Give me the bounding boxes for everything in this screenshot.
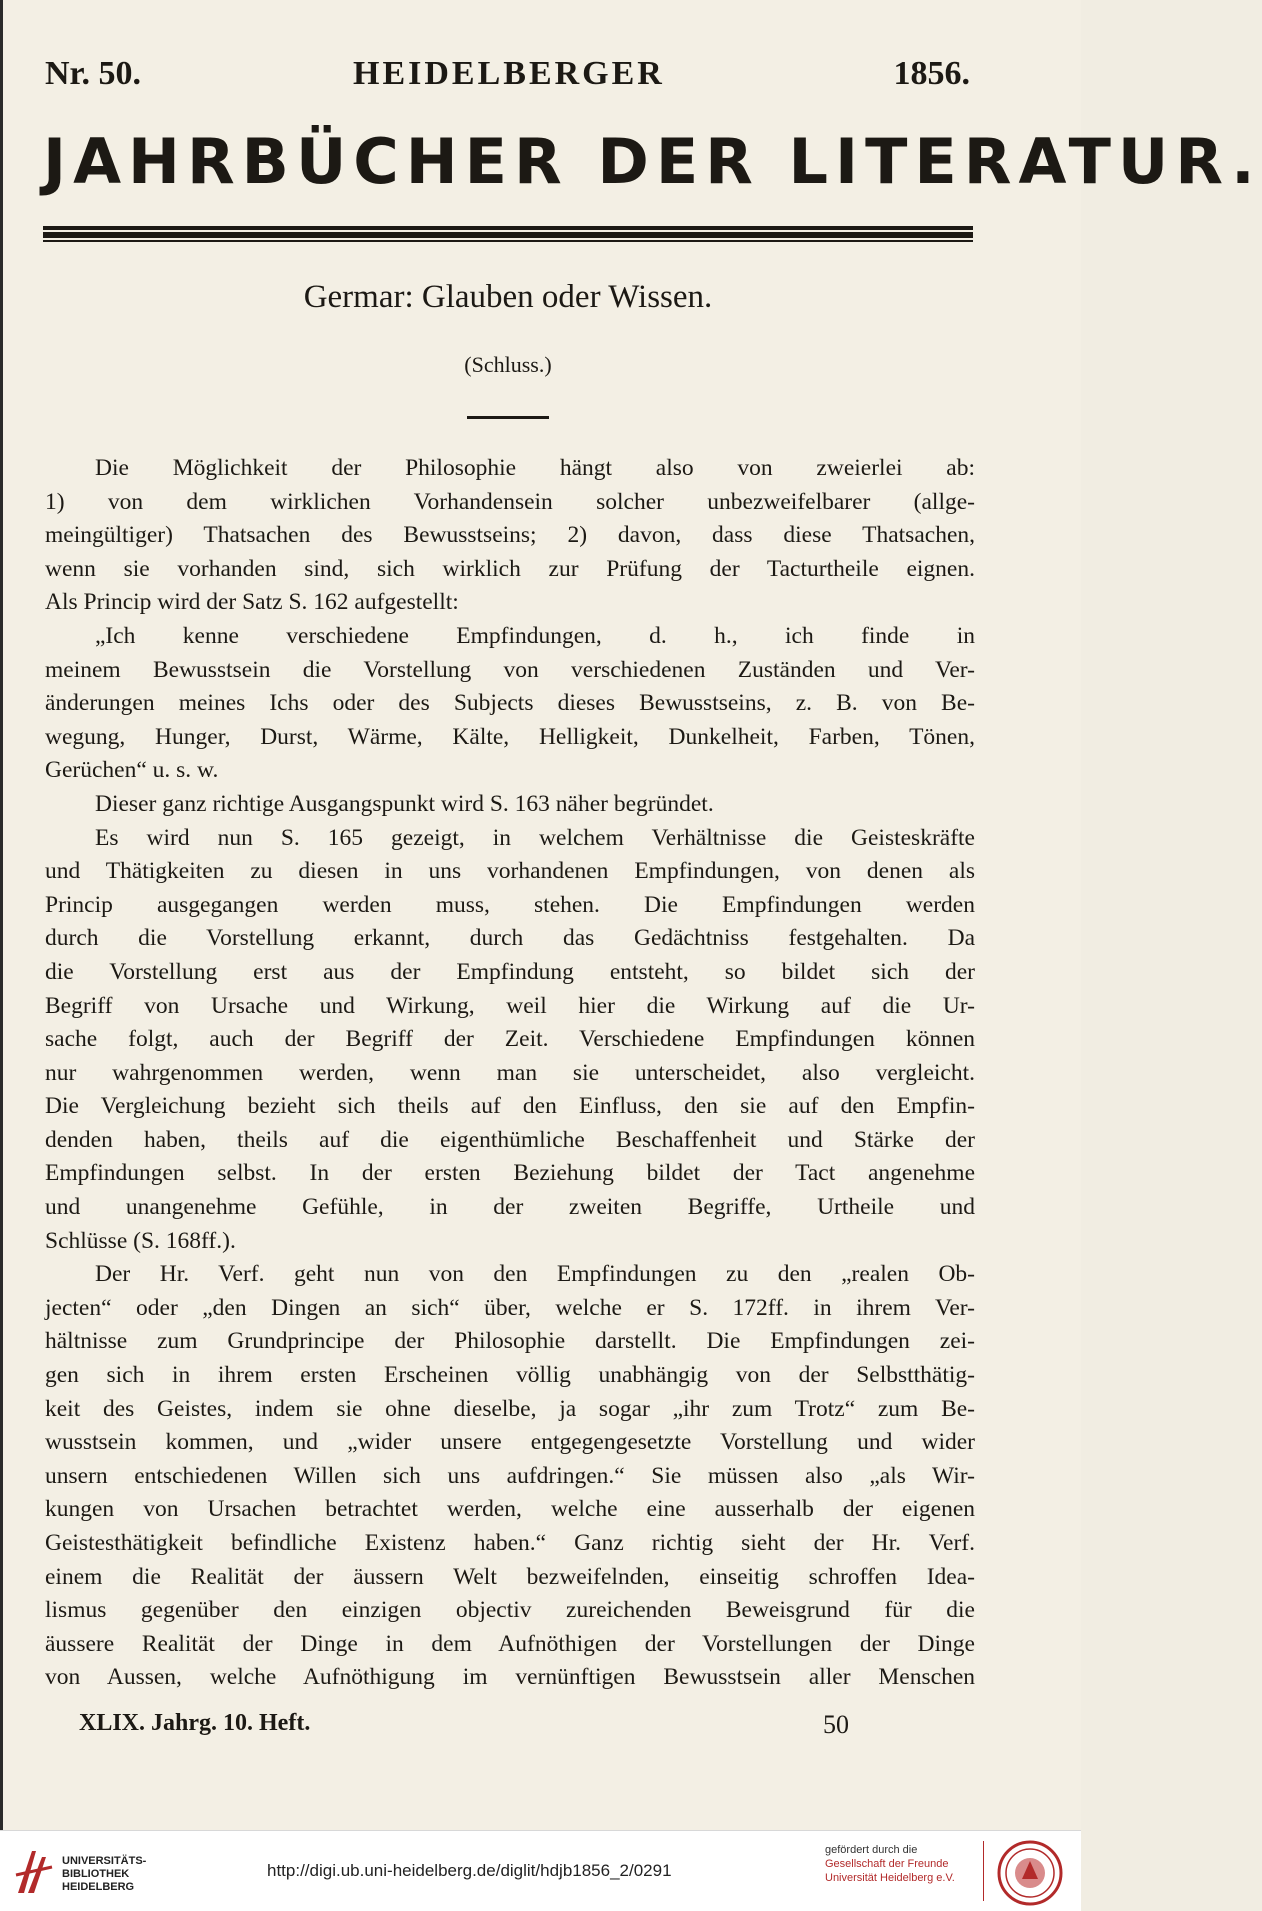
text-line: wenn sie vorhanden sind, sich wirklich zur Prüfung der Tacturtheile eignen. — [45, 555, 975, 582]
journal-title: JAHRBÜCHER DER LITERATUR. — [43, 125, 1262, 198]
text-line: durch die Vorstellung erkannt, durch das Gedächtniss festgehalten. Da — [45, 925, 975, 952]
article-subtitle: (Schluss.) — [464, 352, 552, 377]
text-line: kungen von Ursachen betrachtet werden, welche eine ausserhalb der eigenen — [45, 1496, 975, 1523]
text-line: von Aussen, welche Aufnöthigung im vernünftigen Bewusstsein aller Menschen — [45, 1664, 975, 1691]
issue-year: 1856. — [893, 55, 970, 92]
text-line: Schlüsse (S. 168ff.). — [45, 1227, 236, 1254]
page-footer — [79, 1710, 859, 1744]
header-rule — [43, 232, 973, 238]
text-line: gen sich in ihrem ersten Erscheinen völlig unabhängig von der Selbstthätig- — [45, 1362, 975, 1389]
text-line: die Vorstellung erst aus der Empfindung entsteht, so bildet sich der — [45, 958, 975, 985]
text-line: Begriff von Ursache und Wirkung, weil hier die Wirkung auf die Ur- — [45, 992, 975, 1019]
page-number: 50 — [823, 1710, 849, 1739]
text-line: „Ich kenne verschiedene Empfindungen, d. h., ich finde in — [95, 622, 975, 649]
text-line: Empfindungen selbst. In der ersten Beziehung bildet der Tact angenehme — [45, 1160, 975, 1187]
text-line: lismus gegenüber den einzigen objectiv zureichenden Beweisgrund für die — [45, 1597, 975, 1624]
text-line: einem die Realität der äussern Welt bezweifelnden, einseitig schroffen Idea- — [45, 1563, 975, 1590]
permalink[interactable]: http://digi.ub.uni-heidelberg.de/diglit/hdjb1856_2/0291 — [267, 1861, 672, 1880]
text-line: Geistesthätigkeit befindliche Existenz haben.“ Ganz richtig sieht der Hr. Verf. — [45, 1530, 975, 1556]
text-line: meingültiger) Thatsachen des Bewusstseins; 2) davon, dass diese Thatsachen, — [45, 522, 975, 549]
text-line: denden haben, theils auf die eigenthümliche Beschaffenheit und Stärke der — [45, 1126, 975, 1153]
text-line: wegung, Hunger, Durst, Wärme, Kälte, Helligkeit, Dunkelheit, Farben, Tönen, — [45, 723, 975, 750]
volume-info: XLIX. Jahrg. 10. Heft. — [79, 1710, 311, 1736]
text-line: wusstsein kommen, und „wider unsere entgegengesetzte Vorstellung und wider — [45, 1429, 975, 1456]
text-line: meinem Bewusstsein die Vorstellung von verschiedenen Zuständen und Ver- — [45, 656, 975, 683]
divider — [983, 1841, 984, 1901]
text-line: Gerüchen“ u. s. w. — [45, 757, 219, 784]
article-title: Germar: Glauben oder Wissen. — [303, 279, 713, 315]
library-logo-icon[interactable] — [12, 1845, 56, 1897]
text-line: Die Vergleichung bezieht sich theils auf den Einfluss, den sie auf den Empfin- — [45, 1093, 975, 1120]
text-line: 1) von dem wirklichen Vorhandensein solcher unbezweifelbarer (allge- — [45, 488, 975, 515]
text-line: sache folgt, auch der Begriff der Zeit. Verschiedene Empfindungen können — [45, 1026, 975, 1053]
text-line: jecten“ oder „den Dingen an sich“ über, welche er S. 172ff. in ihrem Ver- — [45, 1294, 975, 1321]
text-line: Dieser ganz richtige Ausgangspunkt wird S. 163 näher begründet. — [95, 790, 714, 817]
section-divider — [467, 416, 549, 419]
article-body — [45, 452, 975, 1695]
text-line: Princip ausgegangen werden muss, stehen. Die Empfindungen werden — [45, 891, 975, 918]
publication-name: HEIDELBERGER — [353, 55, 665, 92]
text-line: änderungen meines Ichs oder des Subjects dieses Bewusstseins, z. B. von Be- — [45, 690, 975, 717]
viewer-footer-bar — [0, 1830, 1081, 1911]
text-line: und Thätigkeiten zu diesen in uns vorhandenen Empfindungen, von denen als — [45, 858, 975, 885]
sponsor-info[interactable]: gefördert durch die Gesellschaft der Freunde Universität Heidelberg e.V. — [825, 1844, 955, 1884]
masthead — [45, 55, 970, 95]
library-name[interactable]: UNIVERSITÄTS- BIBLIOTHEK HEIDELBERG — [62, 1855, 147, 1893]
text-line: keit des Geistes, indem sie ohne dieselbe, ja sogar „ihr zum Trotz“ zum Be- — [45, 1395, 975, 1422]
text-line: und unangenehme Gefühle, in der zweiten Begriffe, Urtheile und — [45, 1194, 975, 1221]
text-line: Als Princip wird der Satz S. 162 aufgestellt: — [45, 589, 459, 616]
issue-number: Nr. 50. — [45, 55, 142, 92]
text-line: Der Hr. Verf. geht nun von den Empfindungen zu den „realen Ob- — [95, 1261, 975, 1288]
text-line: Es wird nun S. 165 gezeigt, in welchem Verhältnisse die Geisteskräfte — [95, 824, 975, 851]
header-rule — [43, 240, 973, 242]
text-line: nur wahrgenommen werden, wenn man sie unterscheidet, also vergleicht. — [45, 1059, 975, 1086]
text-line: hältnisse zum Grundprincipe der Philosophie darstellt. Die Empfindungen zei- — [45, 1328, 975, 1355]
university-seal-icon — [996, 1839, 1064, 1907]
text-line: äussere Realität der Dinge in dem Aufnöthigen der Vorstellungen der Dinge — [45, 1630, 975, 1657]
text-line: Die Möglichkeit der Philosophie hängt also von zweierlei ab: — [95, 455, 975, 481]
text-line: unsern entschiedenen Willen sich uns aufdringen.“ Sie müssen also „als Wir- — [45, 1462, 975, 1489]
header-rule — [43, 226, 973, 230]
